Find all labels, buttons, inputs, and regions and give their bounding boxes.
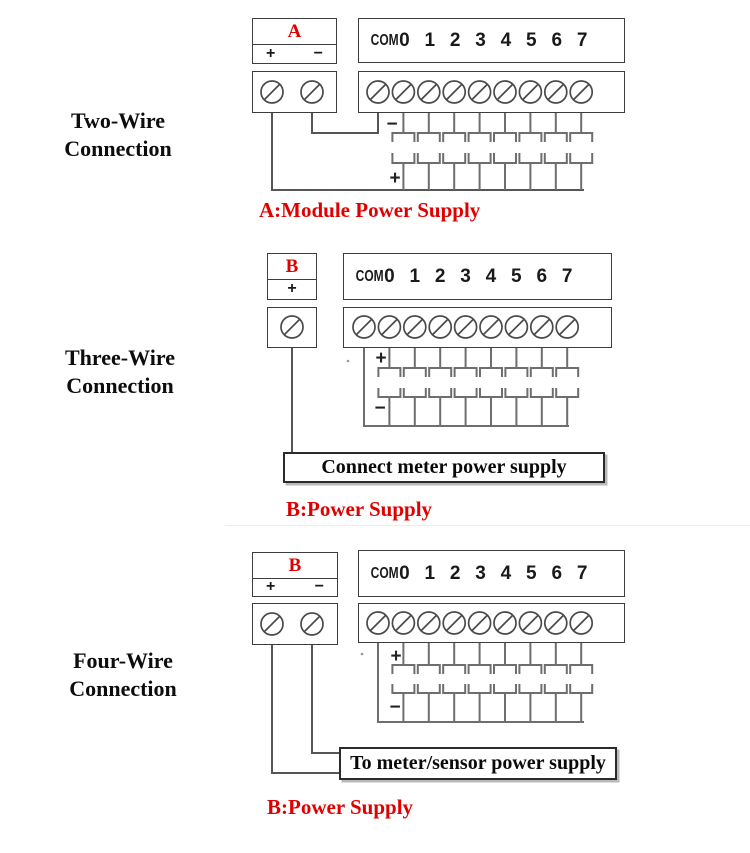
supply-terminal-labels xyxy=(253,45,336,63)
terminal-label-text: 7 xyxy=(576,29,588,51)
stray-dot xyxy=(361,653,364,656)
terminal-label-text: COM xyxy=(370,564,399,582)
terminal-label-text: 5 xyxy=(526,562,537,584)
terminal-label-text: 4 xyxy=(500,29,512,51)
title-line: Connection xyxy=(64,136,172,161)
wire-com-bus xyxy=(378,643,584,722)
title-line: Two-Wire xyxy=(70,108,166,133)
channel-loads xyxy=(378,348,578,426)
channel-load-icon xyxy=(418,643,440,722)
terminal-label-2 xyxy=(442,563,467,585)
channel-load-icon xyxy=(469,113,491,190)
terminal-label-1 xyxy=(417,30,442,52)
terminal-label-text: 2 xyxy=(449,29,461,51)
module-terminal-label-block xyxy=(358,18,625,63)
terminal-label-text: 1 xyxy=(409,265,421,287)
terminal-label-text: 5 xyxy=(511,265,522,287)
terminal-label-7 xyxy=(554,266,579,288)
wire-supply-plus-to-box xyxy=(272,645,339,773)
note-to-meter-sensor-power-supply: To meter/sensor power supply xyxy=(339,747,617,780)
channel-load-icon xyxy=(443,643,465,722)
terminal-label-text: COM xyxy=(370,31,399,49)
terminal-label-text: 3 xyxy=(475,562,486,584)
channel-load-icon xyxy=(545,113,567,190)
terminal-label-2 xyxy=(442,30,467,52)
terminal-label-1 xyxy=(402,266,427,288)
stray-dot xyxy=(347,360,350,363)
power-supply-b-box xyxy=(252,552,338,597)
terminal-label-text: 3 xyxy=(475,29,486,51)
terminal-label-3 xyxy=(468,30,493,52)
title-line: Three-Wire xyxy=(65,345,175,370)
power-supply-b-label: B xyxy=(268,254,316,280)
terminal-label-text: 6 xyxy=(551,562,563,584)
supply-terminal-plus: + xyxy=(287,280,297,298)
section-title-two-wire xyxy=(18,107,218,163)
terminal-label-text: 2 xyxy=(434,265,446,287)
caption-power-supply: B:Power Supply xyxy=(267,795,414,819)
channel-load-icon xyxy=(545,643,567,722)
wire-supply-plus-bus xyxy=(272,113,584,190)
channel-load-icon xyxy=(378,348,400,426)
channel-load-icon xyxy=(480,348,502,426)
channel-loads xyxy=(392,113,592,190)
title-line: Connection xyxy=(66,373,174,398)
channel-load-icon xyxy=(418,113,440,190)
terminal-label-2 xyxy=(427,266,452,288)
supply-terminal-plus: + xyxy=(266,44,276,62)
power-supply-a-label: A xyxy=(253,19,336,45)
supply-terminal-labels xyxy=(253,579,337,596)
terminal-label-com xyxy=(351,267,384,286)
channel-load-icon xyxy=(455,348,477,426)
terminal-row xyxy=(359,551,624,596)
channel-load-icon xyxy=(443,113,465,190)
polarity-top-label: + xyxy=(375,348,387,369)
terminal-label-text: 1 xyxy=(424,562,436,584)
channel-load-icon xyxy=(556,348,578,426)
polarity-top-label: − xyxy=(386,114,398,135)
terminal-label-6 xyxy=(544,563,569,585)
section-divider-line xyxy=(225,525,750,526)
channel-loads xyxy=(392,643,592,722)
polarity-bottom-label: + xyxy=(389,168,401,189)
module-screw-block xyxy=(343,307,612,348)
terminal-row xyxy=(359,19,624,62)
supply-screw-box xyxy=(252,603,338,645)
channel-load-icon xyxy=(469,643,491,722)
terminal-label-text: 5 xyxy=(526,29,537,51)
terminal-label-4 xyxy=(493,30,518,52)
section-title-four-wire xyxy=(23,647,223,703)
module-screw-block xyxy=(358,603,625,643)
channel-load-icon xyxy=(392,643,414,722)
terminal-label-text: 4 xyxy=(485,265,497,287)
terminal-label-3 xyxy=(468,563,493,585)
wire-supply-minus-to-com xyxy=(312,113,378,133)
terminal-label-4 xyxy=(478,266,503,288)
title-line: Four-Wire xyxy=(73,648,173,673)
terminal-label-text: 7 xyxy=(576,562,588,584)
section-title-three-wire xyxy=(20,344,220,400)
channel-load-icon xyxy=(531,348,553,426)
terminal-label-5 xyxy=(504,266,529,288)
polarity-top-label: + xyxy=(390,646,402,667)
terminal-label-5 xyxy=(519,563,544,585)
caption-power-supply: B:Power Supply xyxy=(286,497,433,521)
channel-load-icon xyxy=(392,113,414,190)
terminal-label-6 xyxy=(529,266,554,288)
supply-terminal-minus: − xyxy=(313,44,323,62)
supply-terminal-minus: − xyxy=(314,578,324,596)
terminal-label-text: 4 xyxy=(500,562,512,584)
module-screw-block xyxy=(358,71,625,113)
supply-screw-box xyxy=(252,71,337,113)
terminal-label-com xyxy=(366,31,399,50)
terminal-label-com xyxy=(366,564,399,583)
note-connect-meter-power-supply: Connect meter power supply xyxy=(283,452,605,483)
terminal-row xyxy=(344,254,611,299)
module-terminal-label-block xyxy=(358,550,625,597)
terminal-label-text: 6 xyxy=(551,29,563,51)
polarity-bottom-label: − xyxy=(389,697,401,718)
channel-load-icon xyxy=(570,643,592,722)
wire-com-bus xyxy=(364,348,569,426)
channel-load-icon xyxy=(494,643,516,722)
terminal-label-text: 3 xyxy=(460,265,471,287)
supply-terminal-plus: + xyxy=(266,578,276,596)
channel-load-icon xyxy=(519,113,541,190)
module-terminal-label-block xyxy=(343,253,612,300)
power-supply-a-box xyxy=(252,18,337,64)
terminal-label-7 xyxy=(569,30,594,52)
terminal-label-text: 0 xyxy=(399,29,410,51)
supply-terminal-labels xyxy=(268,280,316,299)
terminal-label-text: COM xyxy=(355,267,384,285)
terminal-label-text: 6 xyxy=(536,265,548,287)
caption-module-power-supply: A:Module Power Supply xyxy=(259,198,481,222)
terminal-label-3 xyxy=(453,266,478,288)
channel-load-icon xyxy=(519,643,541,722)
channel-load-icon xyxy=(429,348,451,426)
channel-load-icon xyxy=(570,113,592,190)
terminal-label-4 xyxy=(493,563,518,585)
terminal-label-7 xyxy=(569,563,594,585)
terminal-label-text: 2 xyxy=(449,562,461,584)
terminal-label-1 xyxy=(417,563,442,585)
polarity-bottom-label: − xyxy=(374,398,386,419)
supply-screw-box xyxy=(267,307,317,348)
wire-supply-minus-to-box xyxy=(312,645,339,753)
channel-load-icon xyxy=(494,113,516,190)
terminal-label-text: 0 xyxy=(384,265,395,287)
power-supply-b-box xyxy=(267,253,317,300)
channel-load-icon xyxy=(404,348,426,426)
terminal-label-6 xyxy=(544,30,569,52)
power-supply-b-label: B xyxy=(253,553,337,579)
title-line: Connection xyxy=(69,676,177,701)
terminal-label-text: 1 xyxy=(424,29,436,51)
terminal-label-text: 7 xyxy=(561,265,573,287)
terminal-label-text: 0 xyxy=(399,562,410,584)
terminal-label-5 xyxy=(519,30,544,52)
channel-load-icon xyxy=(505,348,527,426)
